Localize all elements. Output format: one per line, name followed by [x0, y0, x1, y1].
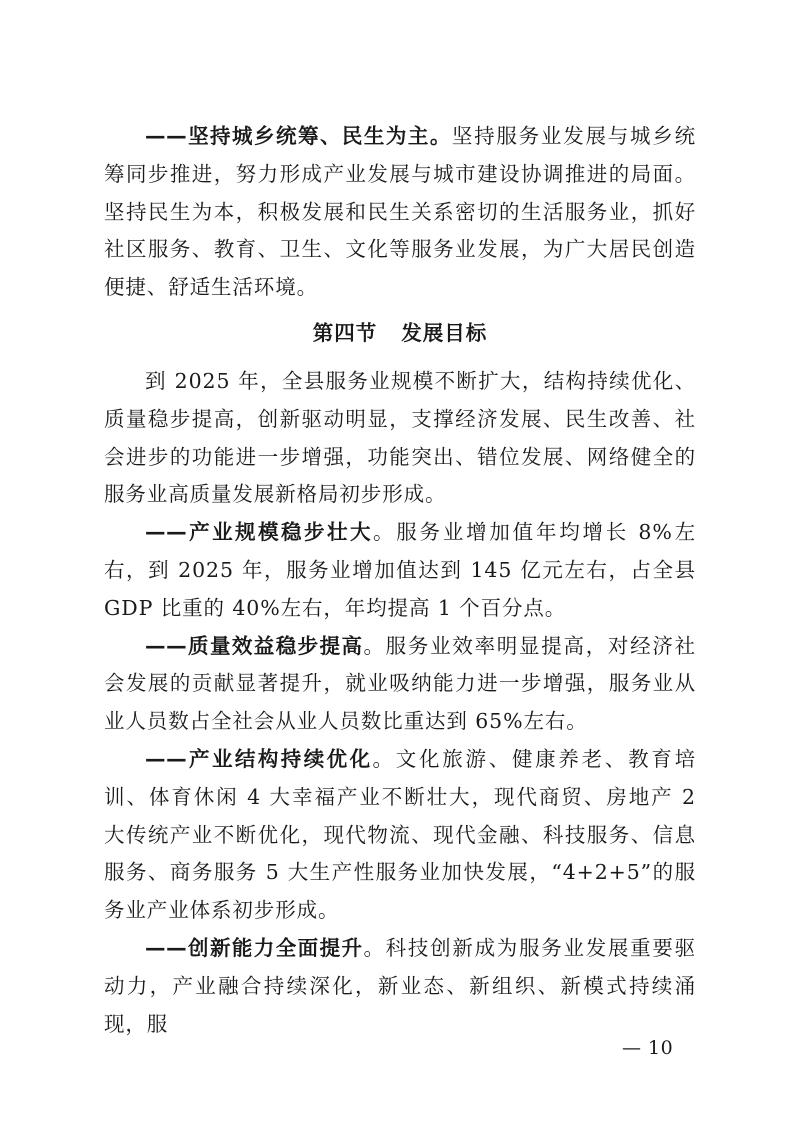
goal-lead: ——产业规模稳步壮大 — [145, 520, 373, 545]
goal-lead: ——创新能力全面提升 — [145, 935, 364, 960]
goal-paragraph-innovation — [104, 930, 696, 1043]
section-heading — [104, 315, 696, 352]
principle-paragraph — [104, 118, 696, 307]
goals-block — [104, 363, 696, 1043]
intro-paragraph: 到 2025 年，全县服务业规模不断扩大，结构持续优化、质量稳步提高，创新驱动明显，支撑经济发展、民生改善、社会进步的功能进一步增强，功能突出、错位发展、网络健全的服务业高质量发展新格局初步形成。 — [104, 369, 696, 507]
principle-lead: ——坚持城乡统筹、民生为主。 — [145, 124, 452, 148]
goal-lead: ——产业结构持续优化 — [145, 746, 373, 771]
goal-paragraph-scale — [104, 514, 696, 627]
goal-body: 。服务业效率明显提高，对经济社会发展的贡献显著提升，就业吸纳能力进一步增强，服务业从业人员数占全社会从业人员数比重达到 65%左右。 — [104, 633, 697, 734]
goal-lead: ——质量效益稳步提高 — [145, 633, 364, 658]
principle-body: 坚持服务业发展与城乡统筹同步推进，努力形成产业发展与城市建设协调推进的局面。坚持民生为本，积极发展和民生关系密切的生活服务业，抓好社区服务、教育、卫生、文化等服务业发展，为广大居民创造便捷、舒适生活环境。 — [104, 124, 696, 300]
page-number: — 10 — [622, 1037, 674, 1059]
goal-paragraph-structure — [104, 741, 696, 930]
principle-block — [104, 118, 696, 307]
goal-paragraph-quality — [104, 628, 696, 741]
section-number: 第四节 — [312, 321, 378, 345]
goal-body: 。服务业增加值年均增长 8%左右，到 2025 年，服务业增加值达到 145 亿元左右，占全县 GDP 比重的 40%左右，年均提高 1 个百分点。 — [104, 520, 697, 620]
goal-body: 。科技创新成为服务业发展重要驱动力，产业融合持续深化，新业态、新组织、新模式持续涌现，服 — [104, 935, 697, 1036]
goal-body: 。文化旅游、健康养老、教育培训、体育休闲 4 大幸福产业不断壮大，现代商贸、房地产 2 大传统产业不断优化，现代物流、现代金融、科技服务、信息服务、商务服务 5 大生产性服务业加快发展，“4+2+5”的服务业产业体系初步形成。 — [104, 746, 696, 923]
section-title: 发展目标 — [401, 321, 488, 345]
